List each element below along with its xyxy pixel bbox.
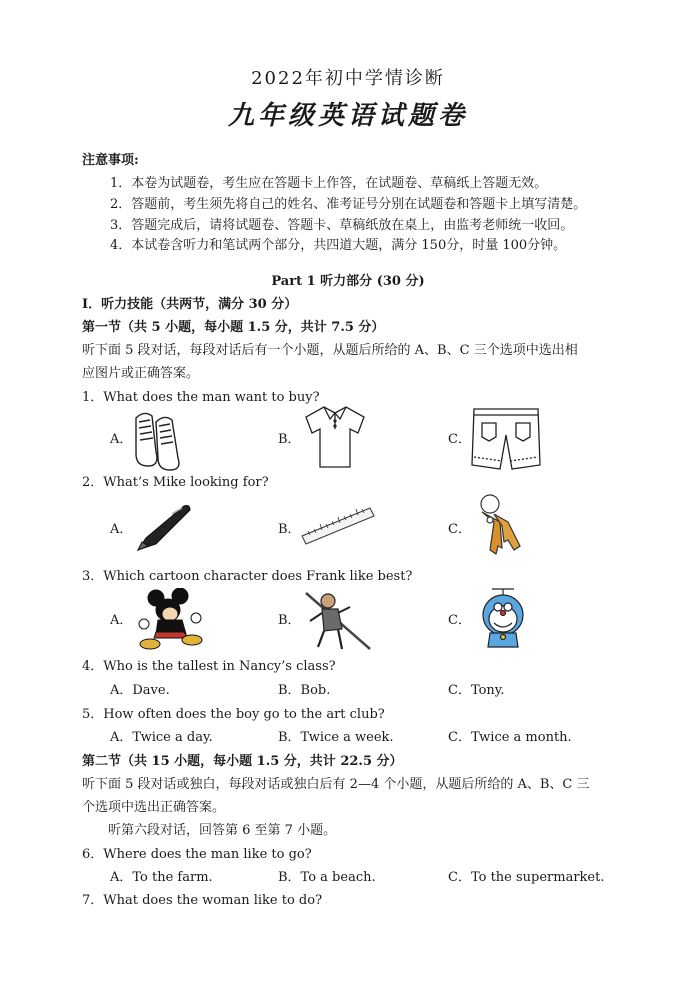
question-6-option-c[interactable]: C．To the supermarket. [448, 870, 605, 885]
note-item: 1．本卷为试题卷，考生应在答题卡上作答，在试题卷、草稿纸上答题无效。 [110, 176, 548, 191]
subsection2-instruction: 个选项中选出正确答案。 [82, 800, 226, 815]
question-3-option-a[interactable]: A． [110, 613, 133, 628]
question-7-stem: 7．What does the woman like to do? [82, 893, 323, 908]
note-item: 3．答题完成后，请将试题卷、答题卡、草稿纸放在桌上，由监考老师统一收回。 [110, 218, 574, 233]
mickey-mouse-icon [136, 588, 208, 652]
shorts-icon [470, 405, 542, 473]
pen-icon [132, 500, 196, 554]
polo-shirt-icon [302, 403, 368, 471]
question-3-option-b[interactable]: B． [278, 613, 301, 628]
question-2-option-b[interactable]: B． [278, 522, 301, 537]
question-3-option-c[interactable]: C． [448, 613, 471, 628]
question-4-option-b[interactable]: B．Bob. [278, 683, 331, 698]
exam-subtitle: 九年级英语试题卷 [227, 101, 468, 131]
subsection1-instruction: 应图片或正确答案。 [82, 366, 200, 381]
shoes-icon [130, 408, 190, 472]
question-6-stem: 6．Where does the man like to go? [82, 847, 312, 862]
question-2-stem: 2．What’s Mike looking for? [82, 475, 269, 490]
question-5-stem: 5．How often does the boy go to the art club? [82, 707, 385, 722]
note-item: 4．本试卷含听力和笔试两个部分，共四道大题，满分 150分，时量 100分钟。 [110, 238, 567, 253]
question-6-option-a[interactable]: A．To the farm. [110, 870, 213, 885]
notes-heading: 注意事项: [82, 153, 139, 168]
question-4-option-c[interactable]: C．Tony. [448, 683, 505, 698]
subsection1-instruction: 听下面 5 段对话，每段对话后有一个小题，从题后所给的 A、B、C 三个选项中选出相 [82, 343, 578, 358]
note-item: 2．答题前，考生须先将自己的姓名、准考证号分别在试题卷和答题卡上填写清楚。 [110, 197, 587, 212]
question-5-option-a[interactable]: A．Twice a day. [110, 730, 213, 745]
question-1-option-b[interactable]: B． [278, 432, 301, 447]
ruler-icon [300, 502, 376, 550]
question-4-stem: 4．Who is the tallest in Nancy’s class? [82, 659, 336, 674]
question-6-option-b[interactable]: B．To a beach. [278, 870, 376, 885]
subsection1-heading: 第一节（共 5 小题，每小题 1.5 分，共计 7.5 分） [82, 320, 385, 335]
doraemon-icon [470, 585, 536, 655]
question-1-option-c[interactable]: C． [448, 432, 471, 447]
subsection2-instruction: 听下面 5 段对话或独白，每段对话或独白后有 2—4 个小题，从题后所给的 A、B、C 三 [82, 777, 590, 792]
question-3-stem: 3．Which cartoon character does Frank like best? [82, 569, 413, 584]
question-1-stem: 1．What does the man want to buy? [82, 390, 320, 405]
part1-title: Part 1 听力部分 (30 分) [271, 274, 425, 289]
question-4-option-a[interactable]: A．Dave. [110, 683, 170, 698]
question-1-option-a[interactable]: A． [110, 432, 133, 447]
subsection2-heading: 第二节（共 15 小题，每小题 1.5 分，共计 22.5 分） [82, 754, 403, 769]
question-2-option-a[interactable]: A． [110, 522, 133, 537]
question-5-option-c[interactable]: C．Twice a month. [448, 730, 572, 745]
question-2-option-c[interactable]: C． [448, 522, 471, 537]
dialog-note: 听第六段对话，回答第 6 至第 7 小题。 [108, 823, 337, 838]
keys-icon [468, 492, 528, 564]
exam-title: 2022年初中学情诊断 [251, 68, 445, 89]
question-5-option-b[interactable]: B．Twice a week. [278, 730, 394, 745]
section-heading: Ⅰ．听力技能（共两节，满分 30 分） [82, 297, 298, 312]
monkey-king-icon [302, 585, 372, 655]
